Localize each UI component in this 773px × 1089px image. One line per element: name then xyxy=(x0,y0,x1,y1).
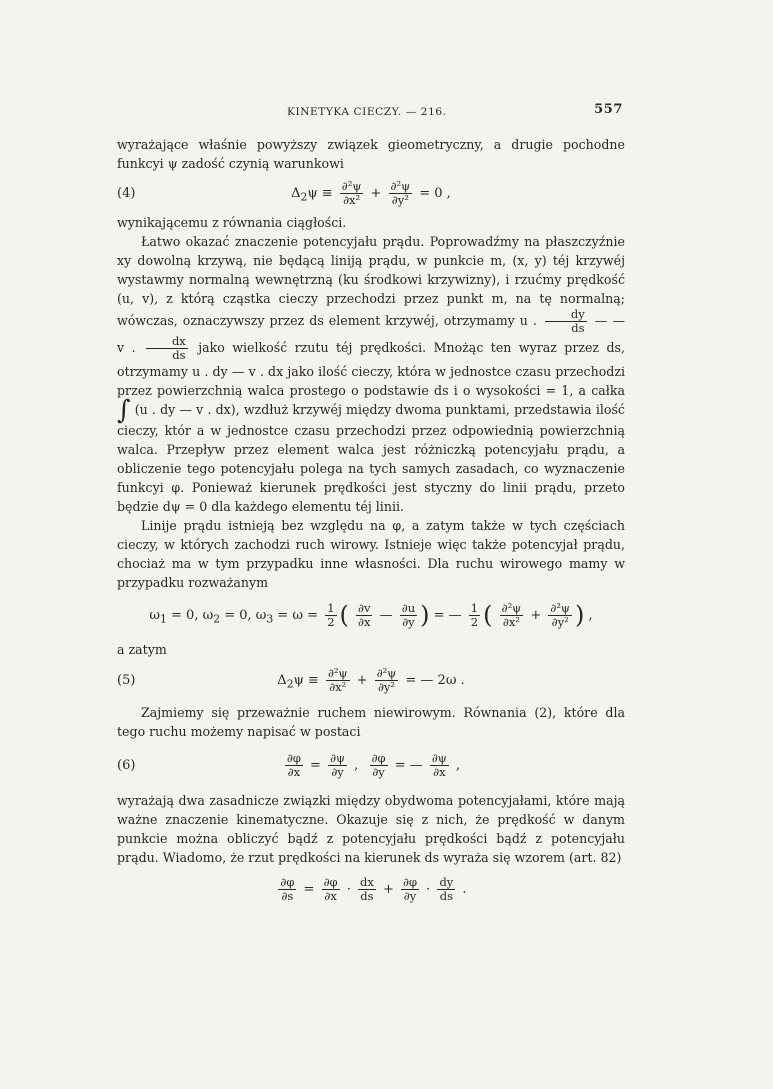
paragraph-3: Łatwo okazać znaczenie potencyjału prądu. Poprowadźmy na płaszczyźnie xy dowolną krzywą, nie będącą liniją prądu, w punkcie m, (x, y) téj krzywéj wystawmy normalną wewnętrzną (ku środkowi krzywizny), i rzućmy prędkość (u, v), z którą cząstka cieczy przechodzi przez punkt m, na tę normalną; wówczas, oznaczywszy przez ds element krzywéj, otrzymamy u . $\frac{dy}{ds}$ — — v . $\frac{dx}{ds}$ jako wielkość rzutu téj prędkości. Mnożąc ten wyraz przez ds, otrzymamy u . dy — v . dx jako ilość cieczy, która w jednostce czasu przechodzi przez powierzchnią walca prostego o podstawie ds i o wysokości = 1, a całka ∫ (u . dy — v . dx), wzdłuż krzywéj między dwoma punktami, przedstawia ilość cieczy, któr a w jednostce czasu przechodzi przez odpowiednią powierzchnią walca. Przepływ przez element walca jest różniczką potencyjału prądu, a obliczenie tego potencyjału polega na tych samych zasadach, co wyznaczenie funkcyi φ. Ponieważ kierunek prędkości jest styczny do linii prądu, przeto będzie dψ = 0 dla każdego elementu téj linii. xyxy=(117,234,625,514)
paragraph-7: Zajmiemy się przeważnie ruchem niewirowym. Równania (2), które dla tego ruchu możemy napisać w postaci xyxy=(117,704,625,739)
page-number: 557 xyxy=(594,102,623,117)
directional-derivative-formula: $\frac{\partial\varphi}{\partial s}$ = $\frac{\partial\varphi}{\partial x}$ · $\frac{dx}{ds}$ + $\frac{\partial\varphi}{\partial y}$ · $\frac{dy}{ds}$ . xyxy=(280,875,467,903)
equation-5 xyxy=(117,662,625,700)
paragraph-8: wyrażają dwa zasadnicze związki między obydwoma potencyjałami, które mają ważne znaczenie kinematyczne. Okazuje się z nich, że prędkość w danym punkcie można obliczyć bądź z potencyjału prędkości bądź z potencyjału prądu. Wiadomo, że rzut prędkości na kierunek ds wyraża się wzorem (art. 82) xyxy=(117,792,625,865)
equation-number-6: (6) xyxy=(117,758,136,773)
paragraph-4-rest: (u . dy — v . dx), wzdłuż krzywéj między dwoma punktami, przedstawia ilość cieczy, któr a w jednostce czasu przechodzi przez odpowiednią powierzchnią walca. Przepływ przez element walca jest różniczką potencyjału prądu, a obliczenie tego potencyjału polega na tych samych zasadach, co wyznaczenie funkcyi φ. Ponieważ kierunek prędkości jest styczny do linii prądu, przeto będzie dψ = 0 dla każdego elementu téj linii. xyxy=(117,402,625,514)
paragraph-5: Linije prądu istnieją bez względu na φ, a zatym także w tych częściach cieczy, w których zachodzi ruch wirowy. Istnieje więc także potencyjał prądu, chociaż ma w tym przypadku inne własności. Dla ruchu wirowego mamy w przypadku rozważanym xyxy=(117,517,625,590)
equation-6 xyxy=(117,744,625,788)
cauchy-riemann-equations: $\frac{\partial\varphi}{\partial x}$ = $\frac{\partial\psi}{\partial y}$ , $\frac{\partial\varphi}{\partial y}$ = — $\frac{\partial\psi}{\partial x}$ , xyxy=(286,751,461,779)
equation-4 xyxy=(117,176,625,210)
paragraph-3-text: Łatwo okazać znaczenie potencyjału prądu. Poprowadźmy na płaszczyźnie xy dowolną krzywą, nie będącą liniją prądu, w punkcie m, (x, y) téj krzywéj wystawmy normalną wewnętrzną (ku środkowi krzywizny), i rzućmy prędkość (u, v), z którą cząstka cieczy przechodzi przez punkt m, na tę normalną; wówczas, oznaczywszy przez ds element krzywéj, otrzymamy u . xyxy=(117,234,625,328)
header-title: KINETYKA CIECZY. — 216. xyxy=(287,106,447,118)
directional-derivative-equation xyxy=(117,870,625,910)
page-body xyxy=(117,135,625,913)
paragraph-2: wynikającemu z równania ciągłości. xyxy=(117,215,347,230)
paragraph-1: wyrażające właśnie powyższy związek gieometryczny, a drugie pochodne funkcyi ψ zadość czynią warunkowi xyxy=(117,137,625,171)
equation-number-5: (5) xyxy=(117,673,136,688)
paragraph-6: a zatym xyxy=(117,641,167,657)
paragraph-4-text: jako wielkość rzutu téj prędkości. Mnożąc ten wyraz przez ds, otrzymamy u . dy — v . dx jako ilość cieczy, która w jednostce czasu przechodzi przez powierzchnią walca prostego o podstawie ds i o wysokości = 1, xyxy=(117,340,625,398)
equation-number-4: (4) xyxy=(117,185,136,201)
paragraph-4-lead: a całka xyxy=(578,383,625,398)
integral-sign: ∫ xyxy=(117,395,131,426)
poisson-equation: $\Delta_2\psi$ ≡ $\frac{\text{∂²ψ}}{\text{∂x²}}$ + $\frac{\text{∂²ψ}}{\text{∂y²}}$ = — 2ω . xyxy=(277,666,465,694)
laplace-equation: $\Delta_2\psi$ ≡ $\frac{\text{∂²ψ}}{\text{∂x²}}$ + $\frac{\text{∂²ψ}}{\text{∂y²}}$ = 0 , xyxy=(291,178,451,207)
fraction-dx-ds: $\frac{dx}{ds}$ xyxy=(146,335,188,362)
fraction-dy-ds: $\frac{dy}{ds}$ xyxy=(545,308,587,335)
vorticity-formula: $\omega_1 = 0$, $\omega_2 = 0$, $\omega_3 = \omega$ = $\frac{1}{2}$ ( $\frac{\partial v}{\partial x}$ — $\frac{\partial u}{\partial y}$ ) = — $\frac{1}{2}$ ( $\frac{\text{∂²ψ}}{\text{∂x²}}$ + $\frac{\text{∂²ψ}}{\text{∂y²}}$ ) , xyxy=(149,601,593,629)
vorticity-equation xyxy=(117,595,625,637)
running-header xyxy=(117,102,623,120)
